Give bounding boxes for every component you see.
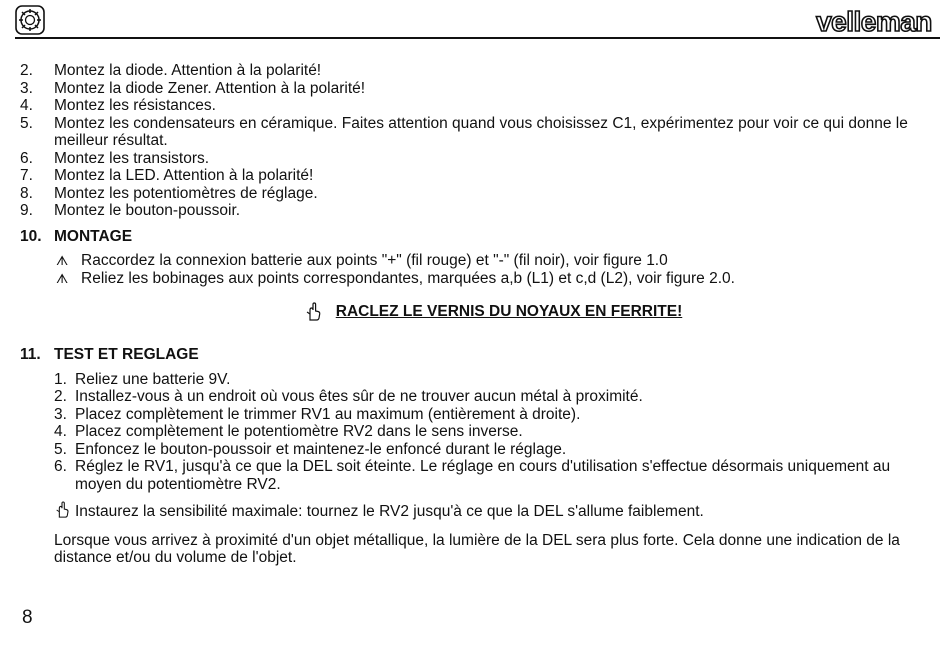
test-step-number: 1. <box>54 370 67 388</box>
step-item <box>20 97 926 115</box>
list-item <box>56 270 926 288</box>
bullet-text: Raccordez la connexion batterie aux points "+" (fil rouge) et "-" (fil noir), voir figure 1.0 <box>81 252 668 269</box>
test-step-number: 6. <box>54 458 67 475</box>
bullet-text: Reliez les bobinages aux points correspondantes, marquées a,b (L1) et c,d (L2), voir figure 2.0. <box>81 269 735 287</box>
emblem-logo-icon <box>15 5 45 35</box>
section-title: MONTAGE <box>54 227 133 245</box>
step-item <box>20 62 926 80</box>
step-text: Montez les résistances. <box>54 97 216 114</box>
page-number: 8 <box>22 607 33 628</box>
step-text: Montez la diode Zener. Attention à la polarité! <box>54 79 366 97</box>
step-text: Montez la LED. Attention à la polarité! <box>54 167 314 184</box>
section-title: TEST ET REGLAGE <box>54 346 199 363</box>
test-step-text: Enfoncez le bouton-poussoir et maintenez-le enfoncé durant le réglage. <box>75 440 567 458</box>
step-number: 9. <box>20 202 33 219</box>
test-step-number: 5. <box>54 440 67 458</box>
section-number: 11. <box>20 346 41 363</box>
step-text: Montez le bouton-poussoir. <box>54 202 241 219</box>
step-text: Montez les transistors. <box>54 149 210 167</box>
step-item <box>20 150 926 168</box>
test-step-text: Réglez le RV1, jusqu'à ce que la DEL soit éteinte. Le réglage en cours d'utilisation s'effectue désormais uniquement au moyen du potentiomètre RV2. <box>75 458 891 493</box>
pointing-hand-icon <box>54 500 70 520</box>
ferrite-warning <box>20 302 926 322</box>
brand-logo <box>810 4 938 38</box>
step-item <box>20 185 926 203</box>
sensitivity-tip <box>54 503 926 521</box>
step-item <box>20 167 926 185</box>
step-text: Montez la diode. Attention à la polarité! <box>54 62 322 79</box>
page-content <box>20 62 926 567</box>
test-step-text: Placez complètement le trimmer RV1 au maximum (entièrement à droite). <box>75 405 581 423</box>
list-item <box>56 252 926 270</box>
step-item <box>20 80 926 98</box>
brand-logo-text: velleman <box>816 6 932 37</box>
step-number: 5. <box>20 114 33 132</box>
bullet-marker-icon: ᗑ <box>56 253 69 268</box>
step-number: 3. <box>20 79 33 97</box>
bullet-marker-icon: ᗑ <box>56 270 69 286</box>
step-text: Montez les condensateurs en céramique. Faites attention quand vous choisissez C1, expérimentez pour voir ce qui donne le meilleur résultat. <box>54 114 908 149</box>
test-step-item <box>54 388 926 406</box>
section-10-heading <box>20 228 926 246</box>
step-text: Montez les potentiomètres de réglage. <box>54 184 318 202</box>
test-step-number: 2. <box>54 388 67 405</box>
header-rule <box>15 37 940 39</box>
test-step-item <box>54 441 926 459</box>
step-number: 6. <box>20 149 33 167</box>
test-step-text: Reliez une batterie 9V. <box>75 370 231 388</box>
warning-text: RACLEZ LE VERNIS DU NOYAUX EN FERRITE! <box>335 303 683 321</box>
test-step-text: Installez-vous à un endroit où vous êtes sûr de ne trouver aucun métal à proximité. <box>75 388 643 405</box>
test-step-item <box>54 458 926 493</box>
step-number: 7. <box>20 167 33 184</box>
step-item <box>20 202 926 220</box>
step-number: 8. <box>20 184 33 202</box>
step-item <box>20 115 926 150</box>
test-step-item <box>54 423 926 441</box>
section-number: 10. <box>20 227 42 245</box>
test-step-item <box>54 406 926 424</box>
test-step-item <box>54 371 926 389</box>
pointing-hand-icon <box>304 302 322 322</box>
test-step-text: Placez complètement le potentiomètre RV2 dans le sens inverse. <box>75 423 523 440</box>
assembly-steps <box>20 62 926 220</box>
step-number: 4. <box>20 97 33 114</box>
test-steps <box>20 371 926 494</box>
test-step-number: 4. <box>54 423 67 440</box>
test-step-number: 3. <box>54 405 67 423</box>
step-number: 2. <box>20 62 33 79</box>
section-11-heading <box>20 346 926 364</box>
tip-text: Instaurez la sensibilité maximale: tournez le RV2 jusqu'à ce que la DEL s'allume faiblement. <box>75 503 704 520</box>
closing-paragraph: Lorsque vous arrivez à proximité d'un objet métallique, la lumière de la DEL sera plus forte. Cela donne une indication de la distance et/ou du volume de l'objet. <box>54 531 900 566</box>
